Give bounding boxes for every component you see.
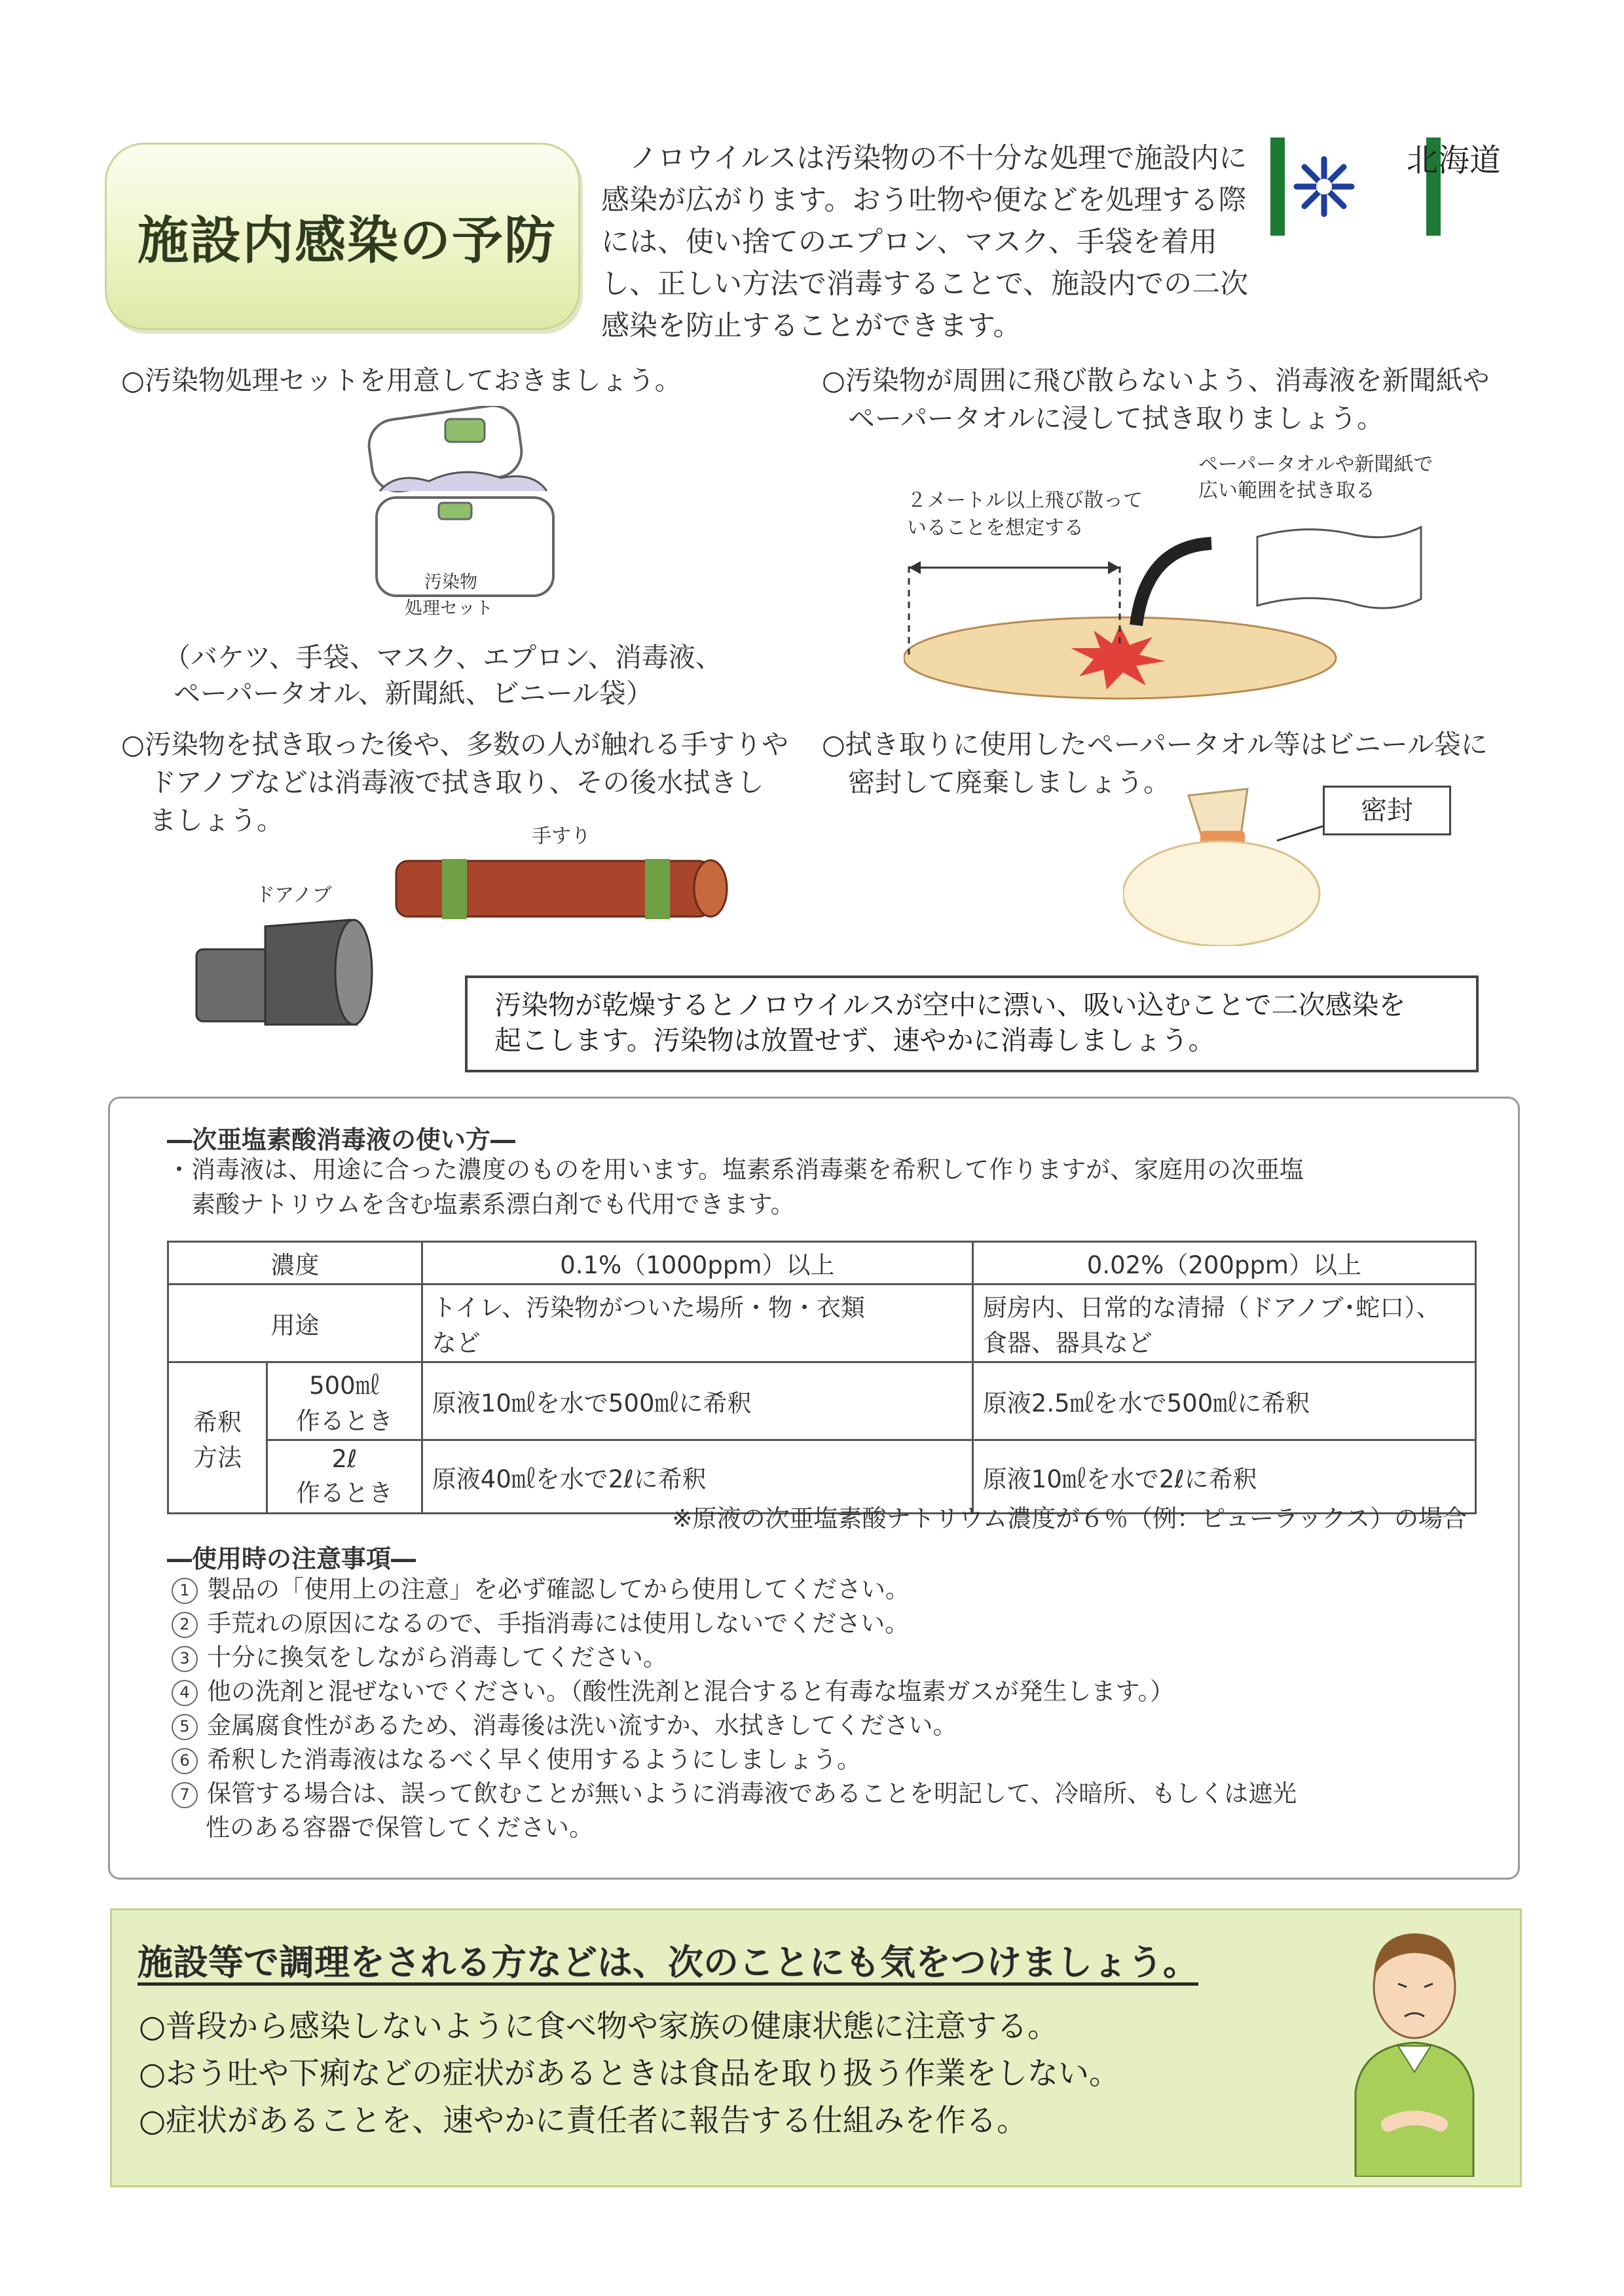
cooking-item: ○普段から感染しないように食べ物や家族の健康状態に注意する。 (139, 2009, 1059, 2045)
header-concentration: 濃度 (168, 1242, 422, 1285)
handrail-heading-1: ○汚染物を拭き取った後や、多数の人が触れる手すりや (121, 729, 788, 760)
cooking-heading: 施設等で調理をされる方などは、次のことにも気をつけましょう。 (138, 1942, 1198, 1983)
bag-heading-2: 密封して廃棄しましょう。 (848, 767, 1170, 798)
method-2l-high: 原液40㎖を水で2ℓに希釈 (422, 1440, 972, 1514)
bag-heading-1: ○拭き取りに使用したペーパータオル等はビニール袋に (822, 729, 1488, 760)
caution-item: 2 手荒れの原因になるので、手指消毒には使用しないでください。 (172, 1607, 1481, 1641)
caution-item-cont: 性のある容器で保管してください。 (206, 1813, 593, 1842)
handrail-illustration (390, 851, 737, 936)
wipe-illustration (904, 520, 1428, 710)
caution-item: 1 製品の「使用上の注意」を必ず確認してから使用してください。 (172, 1573, 1481, 1607)
logo-text: 北海道 (1407, 142, 1502, 179)
doorknob-caption: ドアノブ (255, 884, 332, 907)
header-use: 用途 (168, 1285, 422, 1362)
method-2l-low: 原液10㎖を水で2ℓに希釈 (972, 1440, 1475, 1514)
kit-items-1: （バケツ、手袋、マスク、エプロン、消毒液、 (164, 642, 722, 673)
cooking-item: ○症状があることを、速やかに責任者に報告する仕組みを作る。 (139, 2103, 1028, 2139)
hypochlorite-heading: ―次亜塩素酸消毒液の使い方― (167, 1125, 516, 1154)
intro-text: ノロウイルスは汚染物の不十分な処理で施設内に感染が広がります。おう吐物や便などを処理する際には、使い捨てのエプロン、マスク、手袋を着用し、正しい方法で消毒することで、施設内での二次感染を防止することができます。 (601, 142, 1249, 342)
notice-line-1: 汚染物が乾燥するとノロウイルスが空中に漂い、吸い込むことで二次感染を (494, 989, 1406, 1021)
wipe-heading-1: ○汚染物が周囲に飛び散らないよう、消毒液を新聞紙や (822, 365, 1490, 396)
cooking-list (139, 2003, 1120, 2145)
hypochlorite-desc-1: ・消毒液は、用途に合った濃度のものを用います。塩素系消毒薬を希釈して作りますが、家庭用の次亜塩 (167, 1156, 1304, 1184)
caution-item: 7 保管する場合は、誤って飲むことが無いように消毒液であることを明記して、冷暗所、もしくは遮光 (172, 1777, 1481, 1811)
dilution-table (167, 1241, 1477, 1514)
doorknob-illustration (187, 913, 377, 1038)
kit-label-1: 汚染物 (424, 572, 477, 592)
cooking-item: ○おう吐や下痢などの症状があるときは食品を取り扱う作業をしない。 (139, 2056, 1120, 2092)
sealed-bag-illustration (1123, 782, 1333, 946)
header-500ml: 500㎖ 作るとき (267, 1362, 422, 1440)
handrail-heading-2: ドアノブなどは消毒液で拭き取り、その後水拭きし (149, 767, 764, 798)
caution-heading: ―使用時の注意事項― (167, 1544, 416, 1573)
towel-caption-1: ペーパータオルや新聞紙で (1198, 453, 1433, 476)
seal-pointer (1274, 824, 1326, 843)
wipe-heading-2: ペーパータオルに浸して拭き取りましょう。 (848, 403, 1384, 434)
range-caption-1: ２メートル以上飛び散って (907, 489, 1143, 512)
caution-item: 6 希釈した消毒液はなるべく早く使用するようにしましょう。 (172, 1743, 1481, 1777)
conc-low: 0.02%（200ppm）以上 (972, 1242, 1475, 1285)
kit-heading: ○汚染物処理セットを用意しておきましょう。 (121, 365, 682, 396)
sick-person-illustration (1336, 1915, 1493, 2177)
page-title: 施設内感染の予防 (138, 211, 557, 270)
kit-items-2: ペーパータオル、新聞紙、ビニール袋） (174, 678, 653, 709)
kit-label-2: 処理セット (405, 598, 493, 619)
header-method: 希釈 方法 (168, 1362, 267, 1514)
use-high: トイレ、汚染物がついた場所・物・衣類 など (422, 1285, 972, 1362)
seal-label: 密封 (1323, 786, 1451, 835)
range-caption-2: いることを想定する (907, 517, 1084, 539)
hokkaido-emblem-icon (1291, 154, 1357, 219)
caution-item: 4 他の洗剤と混ぜないでください。（酸性洗剤と混合すると有毒な塩素ガスが発生します。） (172, 1675, 1481, 1709)
conc-high: 0.1%（1000ppm）以上 (422, 1242, 972, 1285)
caution-list (172, 1573, 1481, 1845)
method-500-low: 原液2.5㎖を水で500㎖に希釈 (972, 1362, 1475, 1440)
hypochlorite-desc-2: 素酸ナトリウムを含む塩素系漂白剤でも代用できます。 (191, 1190, 795, 1218)
towel-caption-2: 広い範囲を拭き取る (1198, 479, 1375, 502)
caution-item: 3 十分に換気をしながら消毒してください。 (172, 1641, 1481, 1675)
handrail-caption: 手すり (532, 825, 591, 848)
use-low: 厨房内、日常的な清掃（ドアノブ･蛇口）、 食器、器具など (972, 1285, 1475, 1362)
handrail-heading-3: ましょう。 (149, 805, 284, 836)
caution-item: 5 金属腐食性があるため、消毒後は洗い流すか、水拭きしてください。 (172, 1709, 1481, 1743)
notice-line-2: 起こします。汚染物は放置せず、速やかに消毒しましょう。 (494, 1025, 1215, 1056)
table-footnote: ※原液の次亜塩素酸ナトリウム濃度が６％（例：ピューラックス）の場合 (672, 1504, 1467, 1533)
header-2l: 2ℓ 作るとき (267, 1440, 422, 1514)
method-500-high: 原液10㎖を水で500㎖に希釈 (422, 1362, 972, 1440)
